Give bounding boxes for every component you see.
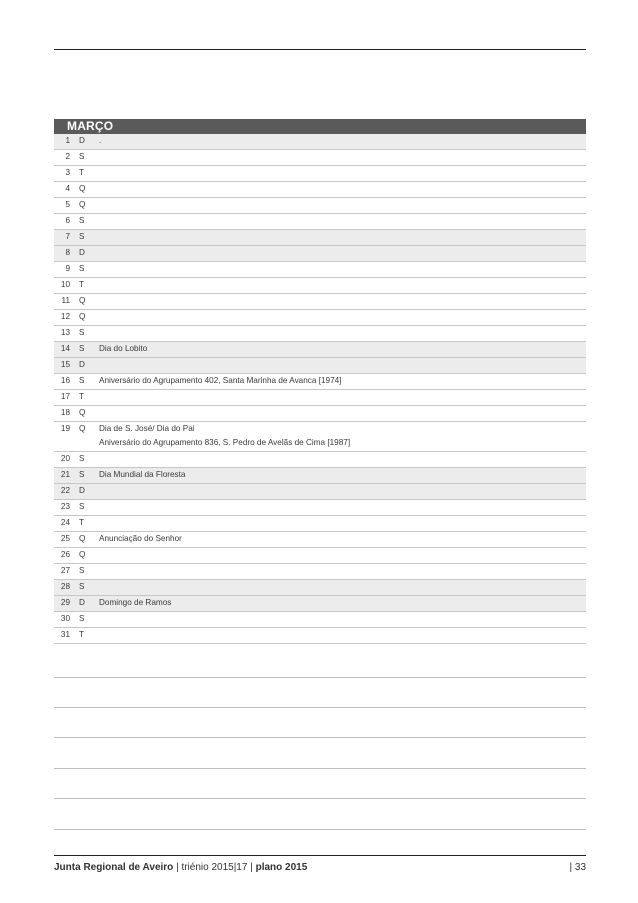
day-row	[54, 358, 586, 374]
day-number: 30	[60, 614, 70, 623]
day-number: 7	[65, 232, 70, 241]
weekday-letter: S	[79, 566, 85, 575]
day-number: 28	[60, 582, 70, 591]
day-number: 6	[65, 216, 70, 225]
weekday-letter: S	[79, 216, 85, 225]
weekday-letter: Q	[79, 424, 86, 433]
weekday-letter: S	[79, 232, 85, 241]
weekday-letter: S	[79, 344, 85, 353]
day-event: Dia do Lobito	[99, 344, 148, 353]
day-number: 17	[60, 392, 70, 401]
footer-triennium: triénio 2015|17	[181, 862, 248, 873]
day-row	[54, 134, 586, 150]
weekday-letter: S	[79, 264, 85, 273]
weekday-letter: Q	[79, 200, 86, 209]
day-row	[54, 580, 586, 596]
day-event: Anunciação do Senhor	[99, 534, 182, 543]
day-number: 9	[65, 264, 70, 273]
day-event: Aniversário do Agrupamento 402, Santa Marinha de Avanca [1974]	[99, 376, 342, 385]
weekday-letter: S	[79, 454, 85, 463]
note-line	[54, 798, 586, 799]
footer-plan: plano 2015	[255, 862, 308, 873]
day-list	[54, 134, 586, 644]
day-row	[54, 548, 586, 564]
day-row	[54, 532, 586, 548]
day-row	[54, 342, 586, 358]
day-number: 12	[60, 312, 70, 321]
day-number: 2	[65, 152, 70, 161]
day-event: Dia Mundial da Floresta	[99, 470, 186, 479]
weekday-letter: D	[79, 136, 85, 145]
weekday-letter: S	[79, 152, 85, 161]
weekday-letter: T	[79, 630, 85, 639]
day-row	[54, 516, 586, 532]
weekday-letter: S	[79, 328, 85, 337]
day-row	[54, 294, 586, 310]
day-number: 27	[60, 566, 70, 575]
march-calendar	[54, 119, 586, 644]
weekday-letter: Q	[79, 550, 86, 559]
day-row	[54, 500, 586, 516]
day-row	[54, 230, 586, 246]
footer-separator: |	[247, 862, 256, 873]
day-row	[54, 326, 586, 342]
note-line	[54, 677, 586, 678]
weekday-letter: T	[79, 392, 85, 401]
weekday-letter: D	[79, 598, 85, 607]
weekday-letter: S	[79, 470, 85, 479]
weekday-letter: S	[79, 614, 85, 623]
day-row	[54, 150, 586, 166]
day-number: 23	[60, 502, 70, 511]
month-header: MARÇO	[54, 119, 586, 134]
day-number: 11	[61, 296, 70, 305]
weekday-letter: Q	[79, 312, 86, 321]
day-row	[54, 246, 586, 262]
day-row	[54, 468, 586, 484]
day-row	[54, 214, 586, 230]
day-row	[54, 374, 586, 390]
day-row	[54, 182, 586, 198]
weekday-letter: Q	[79, 408, 86, 417]
weekday-letter: D	[79, 248, 85, 257]
day-number: 21	[60, 470, 70, 479]
day-number: 1	[65, 136, 70, 145]
day-number: 5	[65, 200, 70, 209]
day-number: 20	[60, 454, 70, 463]
weekday-letter: Q	[79, 534, 86, 543]
day-row	[54, 262, 586, 278]
weekday-letter: S	[79, 582, 85, 591]
day-number: 26	[60, 550, 70, 559]
day-row	[54, 628, 586, 644]
weekday-letter: T	[79, 168, 85, 177]
day-number: 3	[65, 168, 70, 177]
weekday-letter: D	[79, 486, 85, 495]
day-number: 19	[60, 424, 70, 433]
day-number: 29	[60, 598, 70, 607]
day-row	[54, 422, 586, 452]
day-number: 14	[60, 344, 70, 353]
day-number: 4	[65, 184, 70, 193]
day-row	[54, 310, 586, 326]
day-row	[54, 484, 586, 500]
day-number: 15	[60, 360, 70, 369]
day-row	[54, 612, 586, 628]
day-event: .	[99, 136, 102, 145]
day-number: 25	[60, 534, 70, 543]
day-number: 13	[60, 328, 70, 337]
day-number: 16	[60, 376, 70, 385]
page-number: | 33	[569, 862, 586, 873]
footer-org: Junta Regional de Aveiro	[54, 862, 174, 873]
day-number: 24	[60, 518, 70, 527]
day-row	[54, 390, 586, 406]
day-row	[54, 278, 586, 294]
day-event: Domingo de Ramos	[99, 598, 172, 607]
day-event: Aniversário do Agrupamento 836, S. Pedro de Avelãs de Cima [1987]	[99, 438, 351, 447]
day-row	[54, 452, 586, 468]
day-number: 18	[60, 408, 70, 417]
weekday-letter: S	[79, 502, 85, 511]
note-line	[54, 768, 586, 769]
day-row	[54, 596, 586, 612]
note-line	[54, 707, 586, 708]
footer	[54, 862, 586, 873]
day-row	[54, 198, 586, 214]
weekday-letter: T	[79, 518, 85, 527]
weekday-letter: T	[79, 280, 85, 289]
day-event: Dia de S. José/ Dia do Pai	[99, 424, 195, 433]
footer-separator: |	[173, 862, 182, 873]
day-number: 22	[60, 486, 70, 495]
footer-rule	[54, 855, 586, 856]
note-line	[54, 737, 586, 738]
weekday-letter: S	[79, 376, 85, 385]
day-number: 31	[60, 630, 70, 639]
day-row	[54, 564, 586, 580]
weekday-letter: D	[79, 360, 85, 369]
day-number: 10	[60, 280, 70, 289]
day-row	[54, 166, 586, 182]
day-row	[54, 406, 586, 422]
weekday-letter: Q	[79, 184, 86, 193]
note-line	[54, 829, 586, 830]
day-number: 8	[65, 248, 70, 257]
weekday-letter: Q	[79, 296, 86, 305]
top-rule	[54, 49, 586, 50]
